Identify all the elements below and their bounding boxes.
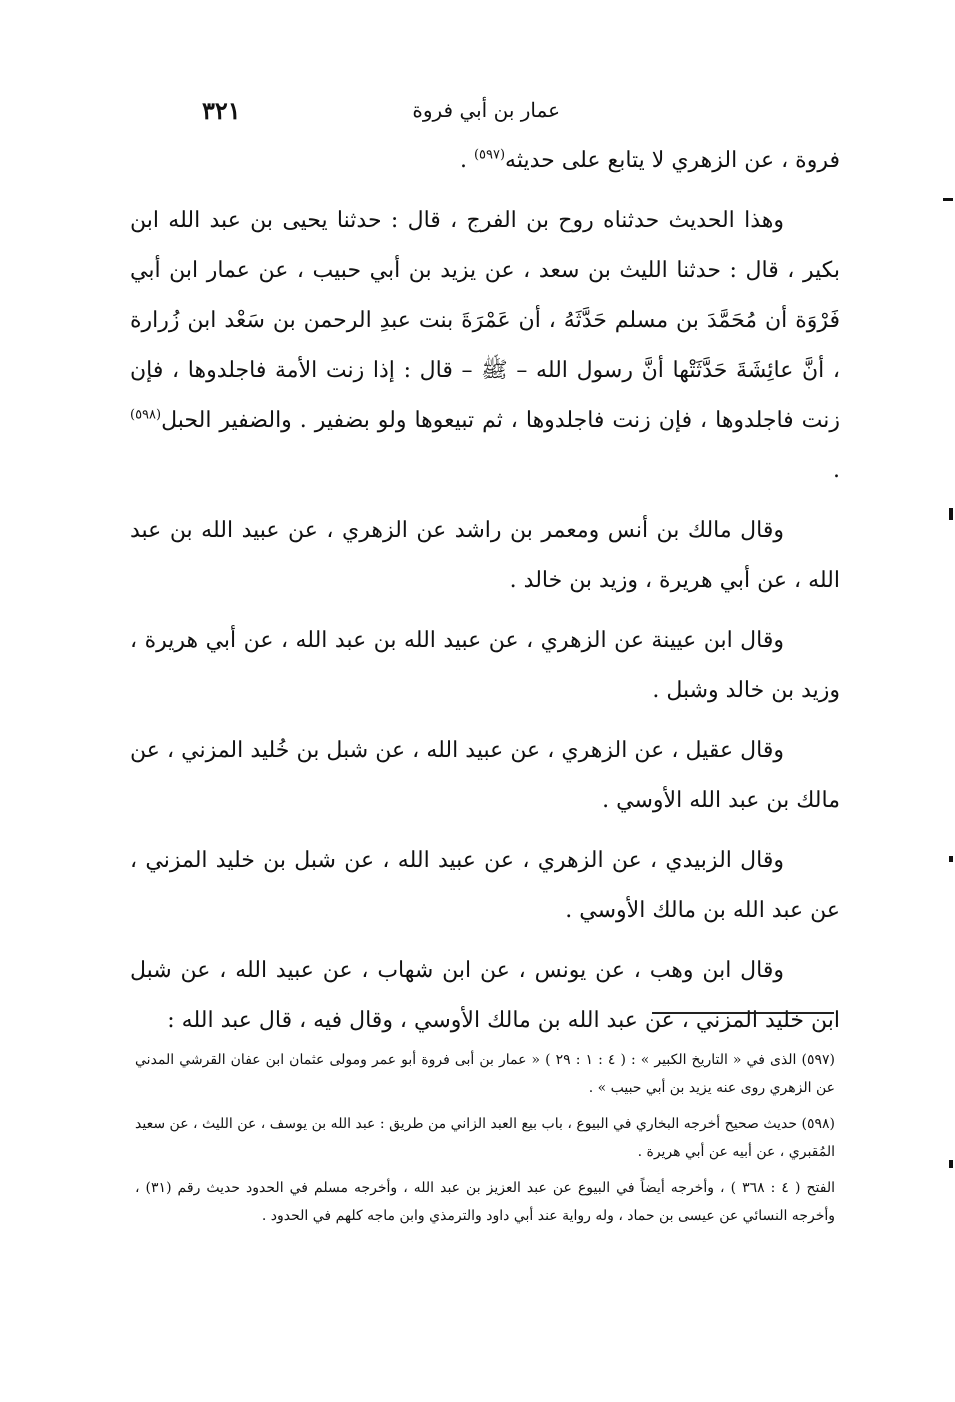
scan-mark — [943, 198, 953, 201]
paragraph-text: وهذا الحديث حدثناه روح بن الفرج ، قال : حدثنا يحيى بن عبد الله ابن بكير ، قال : حدثنا الليث بن سعد ، عن يزيد بن أبي حبيب ، عن عمار ابن أبي فَرْوَة أن مُحَمَّدَ بن مسلم حَدَّثَهُ ، أن عَمْرَةَ بنت عبدِ الرحمن بن سَعْد ابن زُرارة ، أنَّ عائِشَةَ حَدَّثَتْها أنَّ رسول الله – ﷺ – قال : إذا زنت الأمة فاجلدوها ، فإن زنت فاجلدوها ، فإن زنت فاجلدوها ، ثم تبيعوها ولو بضفير . والضفير الحبل — [130, 208, 840, 433]
paragraph — [130, 836, 840, 936]
scan-mark — [949, 856, 953, 862]
footnote: الفتح ( ٤ : ٣٦٨ ) ، وأخرجه أيضاً في البيوع عن عبد العزيز بن عبد الله ، وأخرجه مسلم في الحدود حديث رقم (٣١) ، وأخرجه النسائي عن عيسى بن حماد ، وله رواية عند أبي داود والترمذي وابن ماجه كلهم في الحدود . — [135, 1180, 835, 1224]
paragraph-end: . — [833, 458, 840, 483]
footnote-ref: (٥٩٧) — [473, 147, 506, 163]
paragraph-text: وقال الزبيدي ، عن الزهري ، عن عبيد الله ، عن شبل بن خليد المزني ، عن عبد الله بن مالك الأوسي . — [130, 848, 840, 923]
paragraph-text: فروة ، عن الزهري لا يتابع على حديثه — [505, 148, 840, 173]
paragraph — [130, 616, 840, 716]
page-header — [140, 96, 840, 130]
scan-mark — [949, 1160, 953, 1168]
paragraph — [130, 726, 840, 826]
page-number: ٣٢١ — [202, 96, 241, 125]
footnote: (٥٩٧) الذى في « التاريخ الكبير » : ( ٤ : ١ : ٢٩ ) « عمار بن أبى فروة أبو عمر ومولى عثمان ابن عفان القرشي المدني عن الزهري روى عنه يزيد بن أبي حبيب » . — [135, 1052, 835, 1096]
paragraph — [130, 946, 840, 1046]
paragraph — [130, 196, 840, 496]
paragraph — [130, 506, 840, 606]
footnote-separator — [652, 1012, 834, 1014]
scan-mark — [949, 508, 953, 520]
paragraph-text: وقال مالك بن أنس ومعمر بن راشد عن الزهري ، عن عبيد الله بن عبد الله ، عن أبي هريرة ، وزيد بن خالد . — [130, 518, 840, 593]
paragraph-text: وقال ابن عيينة عن الزهري ، عن عبيد الله بن عبد الله ، عن أبي هريرة ، وزيد بن خالد وشبل . — [130, 628, 840, 703]
footnotes — [135, 1046, 835, 1238]
main-text — [130, 136, 840, 1056]
footnote-ref: (٥٩٨) — [130, 407, 162, 423]
paragraph-end: . — [459, 148, 474, 173]
paragraph — [130, 136, 840, 186]
paragraph-text: وقال ابن وهب ، عن يونس ، عن ابن شهاب ، عن عبيد الله ، عن شبل ابن خليد المزني ، عن عبد الله بن مالك الأوسي ، وقال فيه ، قال عبد الله : — [130, 958, 840, 1033]
footnote: (٥٩٨) حديث صحيح أخرجه البخاري في البيوع ، باب بيع العبد الزاني من طريق : عبد الله بن يوسف ، عن الليث ، عن سعيد المُقبري ، عن أبيه عن أبي هريرة . — [135, 1116, 835, 1160]
running-title: عمار بن أبي فروة — [412, 98, 560, 122]
paragraph-text: وقال عقيل ، عن الزهري ، عن عبيد الله ، عن شبل بن خُليد المزني ، عن مالك بن عبد الله الأوسي . — [130, 738, 840, 813]
